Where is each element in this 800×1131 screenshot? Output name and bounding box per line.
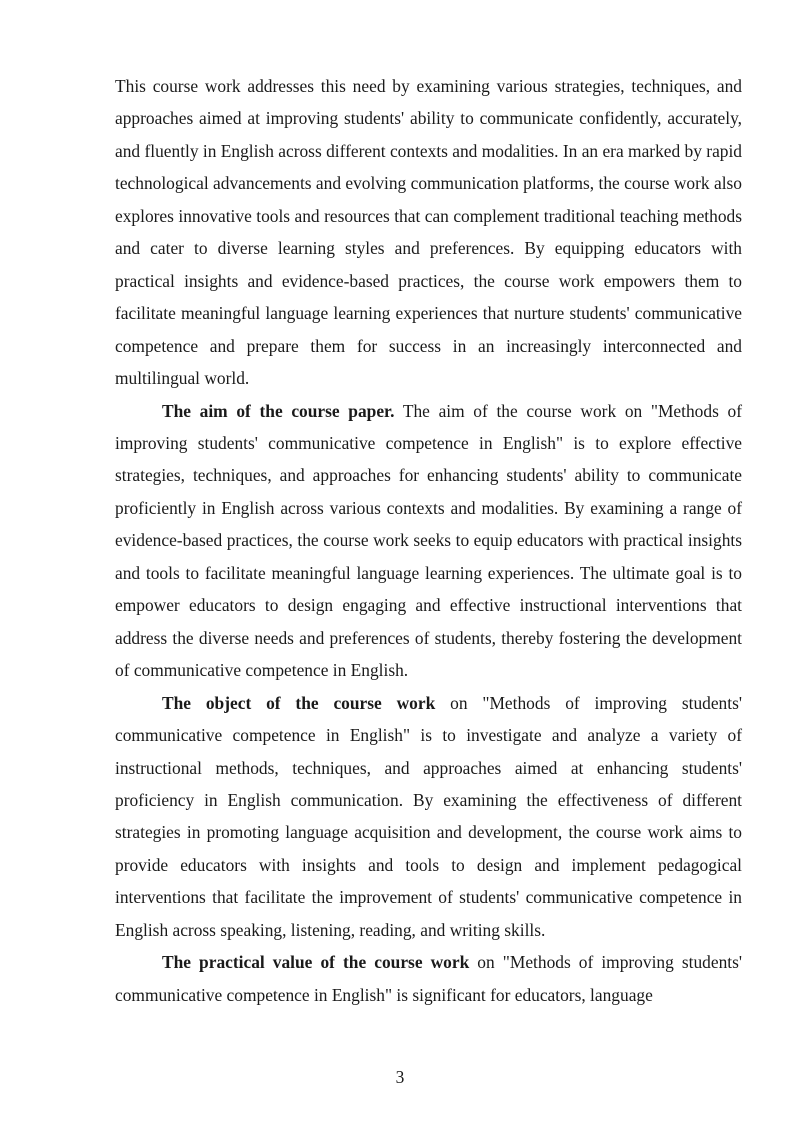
aim-text: The aim of the course work on "Methods of improving students' communicative competence in English" is to explore effective strategies, techniques, and approaches for enhancing students' ability to communicate proficiently in English across various contexts and modalities. By examining a range of evidence-based practices, the course work seeks to equip educators with practical insights and tools to facilitate meaningful language learning experiences. The ultimate goal is to empower educators to design engaging and effective instructional interventions that address the diverse needs and preferences of students, thereby fostering the development of communicative competence in English.	[115, 400, 742, 681]
practical-value-heading: The practical value of the course work	[162, 952, 470, 973]
paragraph-aim	[115, 395, 742, 687]
paragraph-practical-value	[115, 946, 742, 1011]
object-text: on "Methods of improving students' communicative competence in English" is to investigate and analyze a variety of instructional methods, techniques, and approaches aimed at enhancing students' proficiency in English communication. By examining the effectiveness of different strategies in promoting language acquisition and development, the course work aims to provide educators with insights and tools to design and implement pedagogical interventions that facilitate the improvement of students' communicative competence in English across speaking, listening, reading, and writing skills.	[115, 692, 742, 940]
paragraph-object	[115, 687, 742, 947]
aim-heading: The aim of the course paper.	[162, 400, 395, 421]
paragraph-intro-text: This course work addresses this need by examining various strategies, techniques, and approaches aimed at improving students' ability to communicate confidently, accurately, and fluently in English across different contexts and modalities. In an era marked by rapid technological advancements and evolving communication platforms, the course work also explores innovative tools and resources that can complement traditional teaching methods and cater to diverse learning styles and preferences. By equipping educators with practical insights and evidence-based practices, the course work empowers them to facilitate meaningful language learning experiences that nurture students' communicative competence and prepare them for success in an increasingly interconnected and multilingual world.	[115, 76, 743, 389]
practical-value-text: on "Methods of improving students' communicative competence in English" is significant for educators, language	[115, 952, 742, 1005]
page-number: 3	[395, 1067, 405, 1087]
paragraph-intro	[115, 70, 742, 395]
document-page	[115, 70, 742, 1011]
object-heading: The object of the course work	[162, 692, 436, 713]
